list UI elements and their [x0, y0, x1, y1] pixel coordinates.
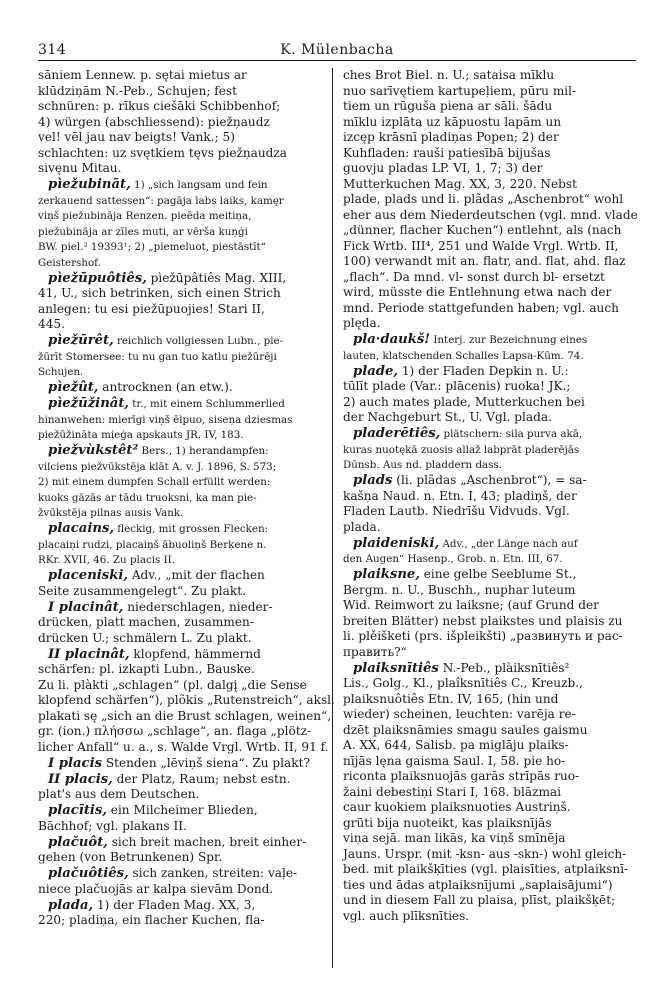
entry-text-line: klopfend, hämmernd [129, 646, 261, 661]
entry-text-line: 2) mit einem dumpfen Schall erfüllt werden: [38, 476, 271, 488]
entry-text-line: Dūnsb. Aus nd. pladdern dass. [343, 459, 503, 471]
dictionary-entry [38, 600, 335, 647]
entry-text-line: plęda. [343, 316, 381, 330]
entry-text-line: ches Brot Biel. n. U.; sataisa mīklu [343, 68, 555, 82]
entry-text-line: Bāchhof; vgl. plakans II. [38, 818, 187, 833]
entry-text-line: gr. (ion.) πλήσσω „schlage“, an. flaga „plötz- [38, 724, 312, 738]
entry-text-line: N.-Peb., plàiksnītiês² [438, 660, 570, 675]
page-header [38, 38, 636, 61]
dictionary-entry [38, 803, 335, 834]
entry-text-line: žaini debestiņi Stari I, 168. blāzmai [343, 784, 562, 799]
headword: plaiksnītiês [353, 660, 439, 676]
dictionary-entry [343, 567, 639, 660]
entry-text-line: tr., mit einem Schlummerlied [129, 398, 285, 410]
headword: pìežūžinât, [48, 396, 130, 411]
headword: placeniski, [48, 568, 128, 583]
entry-text-line: A. XX, 644, Salisb. pa miglāju plaiks- [343, 738, 569, 752]
entry-text-line: eher aus dem Niederdeutschen (vgl. mnd. vlade [343, 207, 638, 222]
entry-text-line: piežūžināta mieģa apskauts JR. IV, 183. [38, 429, 244, 441]
entry-text-line: vgl. auch plīksnīties. [343, 908, 470, 923]
entry-text-line: der Nachgeburt St., U. Vgl. plada. [343, 410, 552, 424]
entry-text-line: anlegen: tu esi piežūpuojies! Stari II, [38, 301, 265, 316]
entry-text-line: править?“ [343, 644, 407, 659]
entry-text-line: Adv., „der Länge nach auf [439, 537, 578, 550]
headword: plada, [48, 897, 94, 913]
headword: II placis, [48, 771, 113, 787]
entry-text-line: „flach“. Da mnd. vl- sonst durch bl- ersetzt [343, 269, 605, 284]
entry-text-line: Bergm. n. U., Buschh., nuphar luteum [343, 582, 576, 597]
entry-text-line: Stenden „lēviņš siena“. Zu plakt? [102, 755, 310, 770]
entry-text-line: schärfen: pl. izkapti Lubn., Bauske. [38, 662, 255, 676]
dictionary-entry [38, 177, 335, 270]
entry-text-line: gehen (von Betrunkenen) Spr. [38, 850, 223, 864]
dictionary-entry [38, 443, 335, 521]
entry-text-line: plade, plads und li. plãdas „Aschenbrot“ wohl [343, 192, 624, 206]
entry-text-line: pìežūpâtiês Mag. XIII, [146, 270, 287, 285]
entry-text-line: Seite zusammengelegt“. Zu plakt. [38, 583, 246, 598]
dictionary-entry [38, 835, 335, 866]
entry-text-line: plat's aus dem Deutschen. [38, 787, 200, 801]
dictionary-entry [38, 333, 335, 380]
entry-text-line: schnüren: p. rīkus ciešāki Schibbenhof; [38, 99, 281, 113]
entry-text-line: (li. plãdas „Aschenbrot“), = sa- [392, 473, 587, 487]
entry-text-line: žvūkstēja pilnas ausis Vank. [38, 507, 184, 519]
entry-text-line: dzēt plaiksnāmies smagu saules gaismu [343, 722, 588, 737]
entry-text-line: 4) würgen (abschliessend): piežņaudz [38, 114, 270, 129]
entry-text-line: schlachten: uz svętkiem tęvs piežņaudza [38, 145, 288, 160]
dictionary-entry [38, 756, 335, 772]
dictionary-entry [38, 396, 335, 443]
headword: plads [353, 473, 393, 488]
entry-text-line: vel! vēl jau nav beigts! Vank.; 5) [38, 130, 235, 144]
entry-text-line: breiten Blätter) nebst plaikstes und plaisis zu [343, 613, 623, 628]
dictionary-entry [343, 364, 639, 426]
dictionary-entry [343, 332, 639, 363]
entry-text-line: 220; pladiņa, ein flacher Kuchen, fla- [38, 913, 265, 927]
dictionary-entry [38, 521, 335, 568]
entry-text-line: Wid. Reimwort zu laiksne; (auf Grund der [343, 598, 599, 612]
entry-text-line: antrocknen (an etw.). [98, 380, 233, 394]
entry-text-line: BW. piel.² 19393¹; 2) „piemeluot, piestāstīt“ [38, 241, 266, 253]
entry-text-line: Fladen Lautb. Niedrīšu Vidvuds. Vgl. [343, 504, 570, 518]
entry-text-line: wieder) scheinen, leuchten: varēja re- [343, 707, 576, 721]
headword: I placinât, [48, 599, 124, 615]
entry-text-line: li. plěišketi (prs. išpleikšti) „развинуть и рас- [343, 629, 623, 643]
entry-text-line: bed. mit plaikšķīties (vgl. plaisīties, atplaiksnī- [343, 862, 629, 876]
dictionary-entry [343, 661, 639, 925]
headword: plačuôt, [48, 834, 108, 850]
entry-text-line: zerkauend sattessen“: pagāja labs laiks, kamęr [38, 194, 284, 207]
entry-text-line: sivęnu Mitau. [38, 161, 122, 175]
headword: pìežvùkstêt² [48, 443, 139, 458]
entry-text-line: sich breit machen, breit einher- [107, 834, 307, 849]
headword: plaideniski, [353, 535, 440, 551]
entry-text-line: nuo sarīvętiem kartupeļiem, pūru mil- [343, 83, 577, 98]
entry-text-line: ein Milcheimer Blieden, [106, 803, 258, 817]
headword: pìežūpuôtiês, [48, 270, 147, 286]
entry-text-line: vilciens piežvūkstēja klāt A. v. J. 1896, S. 573; [38, 460, 277, 473]
entry-text-line: kuras nuotękā zuosis allaž labprāt pladerējās [343, 443, 580, 456]
entry-text-line: viņš piežubināja Renzen. pieēda meitiņa, [38, 210, 252, 222]
entry-text-line: 445. [38, 317, 65, 331]
entry-text-line: niederschlagen, nieder- [123, 599, 273, 614]
entry-text-line: fleckig, mit grossen Flecken: [113, 523, 269, 535]
entry-text-line: drücken, platt machen, zusammen- [38, 615, 254, 629]
headword: I placis [48, 755, 102, 771]
entry-text-line: 1) der Fladen Depkin n. U.: [397, 363, 569, 378]
entry-text-line: plada. [343, 519, 381, 534]
entry-text-line: reichlich vollgiessen Lubn., pie- [113, 335, 284, 347]
dictionary-entry [38, 380, 335, 396]
entry-text-line: klūdziņām N.-Peb., Schujen; fest [38, 83, 237, 98]
headword: plaiksne, [353, 567, 420, 582]
dictionary-entry [343, 536, 639, 567]
dictionary-entry [38, 647, 335, 756]
dictionary-entry [343, 473, 639, 535]
entry-text-line: kašņa Naud. n. Etn. I, 43; pladiņš, der [343, 488, 577, 503]
dictionary-entry [38, 568, 335, 599]
headword: pla·daukš! [353, 332, 431, 347]
entry-text-line: 2) auch mates plade, Mutterkuchen bei [343, 394, 585, 409]
entry-text-line: Interj. zur Bezeichnung eines [430, 334, 588, 346]
entry-text-line: der Platz, Raum; nebst estn. [112, 771, 291, 786]
entry-text-line: Fick Wrtb. III⁴, 251 und Walde Vrgl. Wrtb. II, [343, 238, 619, 253]
page-title: K. Mülenbacha [280, 42, 394, 58]
entry-text-line: wird, müsste die Entlehnung etwa nach der [343, 285, 612, 299]
entry-text-line: grūti bija nuoteikt, kas plaiksnījās [343, 815, 552, 830]
entry-text-line: žūrīt Stomersee: tu nu gan tuo katlu piežūrēji [38, 350, 277, 363]
entry-text-line: 1) der Fladen Mag. XX, 3, [93, 897, 256, 912]
page-number: 314 [38, 42, 67, 58]
right-column [343, 68, 639, 925]
entry-text-line: tiem un rūguša piena ar sāli. šādu [343, 99, 553, 113]
entry-text-line: Jauns. Urspr. (mit -ksn- aus -skn-) wohl gleich- [343, 846, 627, 861]
headword: placains, [48, 521, 114, 536]
dictionary-entry [343, 426, 639, 473]
entry-continuation [38, 68, 335, 177]
entry-text-line: piežubināja ar zīles muti, ar vērša kuņģi [38, 225, 248, 238]
entry-text-line: Adv., „mit der flachen [127, 568, 265, 582]
entry-text-line: lauten, klatschenden Schalles Lapsa-Kūm. 74. [343, 349, 584, 362]
entry-text-line: hinanwehen: mierīgi viņš ēlpuo, siseņa dziesmas [38, 413, 293, 426]
entry-text-line: tūlīt plade (Var.: plācenis) ruoka! JK.; [343, 379, 571, 393]
entry-text-line: Mutterkuchen Mag. XX, 3, 220. Nebst [343, 176, 577, 191]
entry-text-line: drücken U.; schmälern L. Zu plakt. [38, 630, 252, 645]
entry-text-line: nījās lęna gaisma Saul. I, 58. pie ho- [343, 753, 566, 768]
entry-text-line: Lis., Golg., Kl., plaîksnītiês C., Kreuzb., [343, 676, 583, 690]
headword: pìežubināt, [48, 177, 131, 192]
entry-text-line: kuoks gāzās ar tādu truoksni, ka man pie- [38, 491, 257, 504]
entry-text-line: mnd. Periode stattgefunden haben; vgl. auch [343, 300, 619, 315]
entry-text-line: den Augen“ Hasenp., Grob. n. Etn. III, 67. [343, 553, 563, 565]
entry-text-line: Kuhfladen: rauši patiesībā bijušas [343, 145, 551, 160]
entry-text-line: 1) „sich langsam und fein [130, 179, 268, 191]
left-column [38, 68, 335, 929]
entry-text-line: caur kuokiem plaiksnuoties Austriņš. [343, 800, 571, 814]
entry-text-line: placaiņi rudzi, placaiņš ābuoliņš Berķene n. [38, 538, 267, 551]
entry-text-line: niece plačuojās ar kalpa sievām Dond. [38, 881, 274, 896]
headword: placītis, [48, 803, 107, 818]
entry-text-line: eine gelbe Seeblume St., [419, 567, 577, 581]
entry-text-line: viņa sejā. man likās, ka viņš smīnēja [343, 831, 566, 845]
dictionary-entry [38, 898, 335, 929]
headword: pìežūrêt, [48, 333, 114, 348]
entry-text-line: izcęp krāsnī pladiņas Popen; 2) der [343, 130, 559, 144]
entry-text-line: und in diesem Fall zu plaisa, plīst, plaikšķēt; [343, 893, 616, 907]
entry-text-line: 41, U., sich betrinken, sich einen Strich [38, 286, 281, 300]
entry-text-line: Geistershof. [38, 256, 101, 269]
dictionary-entry [38, 271, 335, 333]
entry-text-line: plakati sę „sich an die Brust schlagen, weinen“, [38, 708, 332, 723]
entry-text-line: 100) verwandt mit an. flatr, and. flat, ahd. flaz [343, 254, 626, 268]
headword: pladerētiês, [353, 426, 441, 441]
entry-text-line: „dünner, flacher Kuchen“) entlehnt, als (nach [343, 223, 622, 237]
entry-text-line: Bers., 1) herandampfen: [138, 445, 269, 457]
entry-text-line: guovju pladas LP. VI, 1, 7; 3) der [343, 161, 543, 175]
entry-text-line: sāniem Lennew. p. sętai mietus ar [38, 68, 247, 82]
entry-text-line: ties und ādas atplaiksnījumi „saplaisājumi“) [343, 877, 613, 892]
entry-continuation [343, 68, 639, 332]
headword: pìežût, [48, 380, 99, 395]
entry-text-line: riconta plaiksnuojās garās strīpās ruo- [343, 769, 580, 783]
entry-text-line: sich zanken, streiten: vaļe- [128, 866, 298, 880]
headword: plačuôtiês, [48, 866, 129, 881]
headword: II placinât, [48, 646, 130, 662]
dictionary-entry [38, 866, 335, 897]
entry-text-line: licher Anfall“ u. a., s. Walde Vrgl. Wrtb. II, 91 f. [38, 739, 329, 754]
entry-text-line: RKr. XVII, 46. Zu placis II. [38, 554, 175, 566]
headword: plade, [353, 363, 398, 379]
entry-text-line: klopfend schärfen“), plõkis „Rutenstreich“, aksl. [38, 693, 335, 707]
entry-text-line: Schujen. [38, 366, 84, 378]
dictionary-entry [38, 772, 335, 803]
entry-text-line: Zu li. plàkti „schlagen“ (pl. dalgį „die Sense [38, 677, 307, 692]
entry-text-line: plaiksnuôtiês Etn. IV, 165, (hin und [343, 691, 559, 706]
entry-text-line: plätschern: sila purva akā, [440, 428, 583, 440]
entry-text-line: mīklu izplāta uz kāpuostu lapām un [343, 114, 562, 129]
